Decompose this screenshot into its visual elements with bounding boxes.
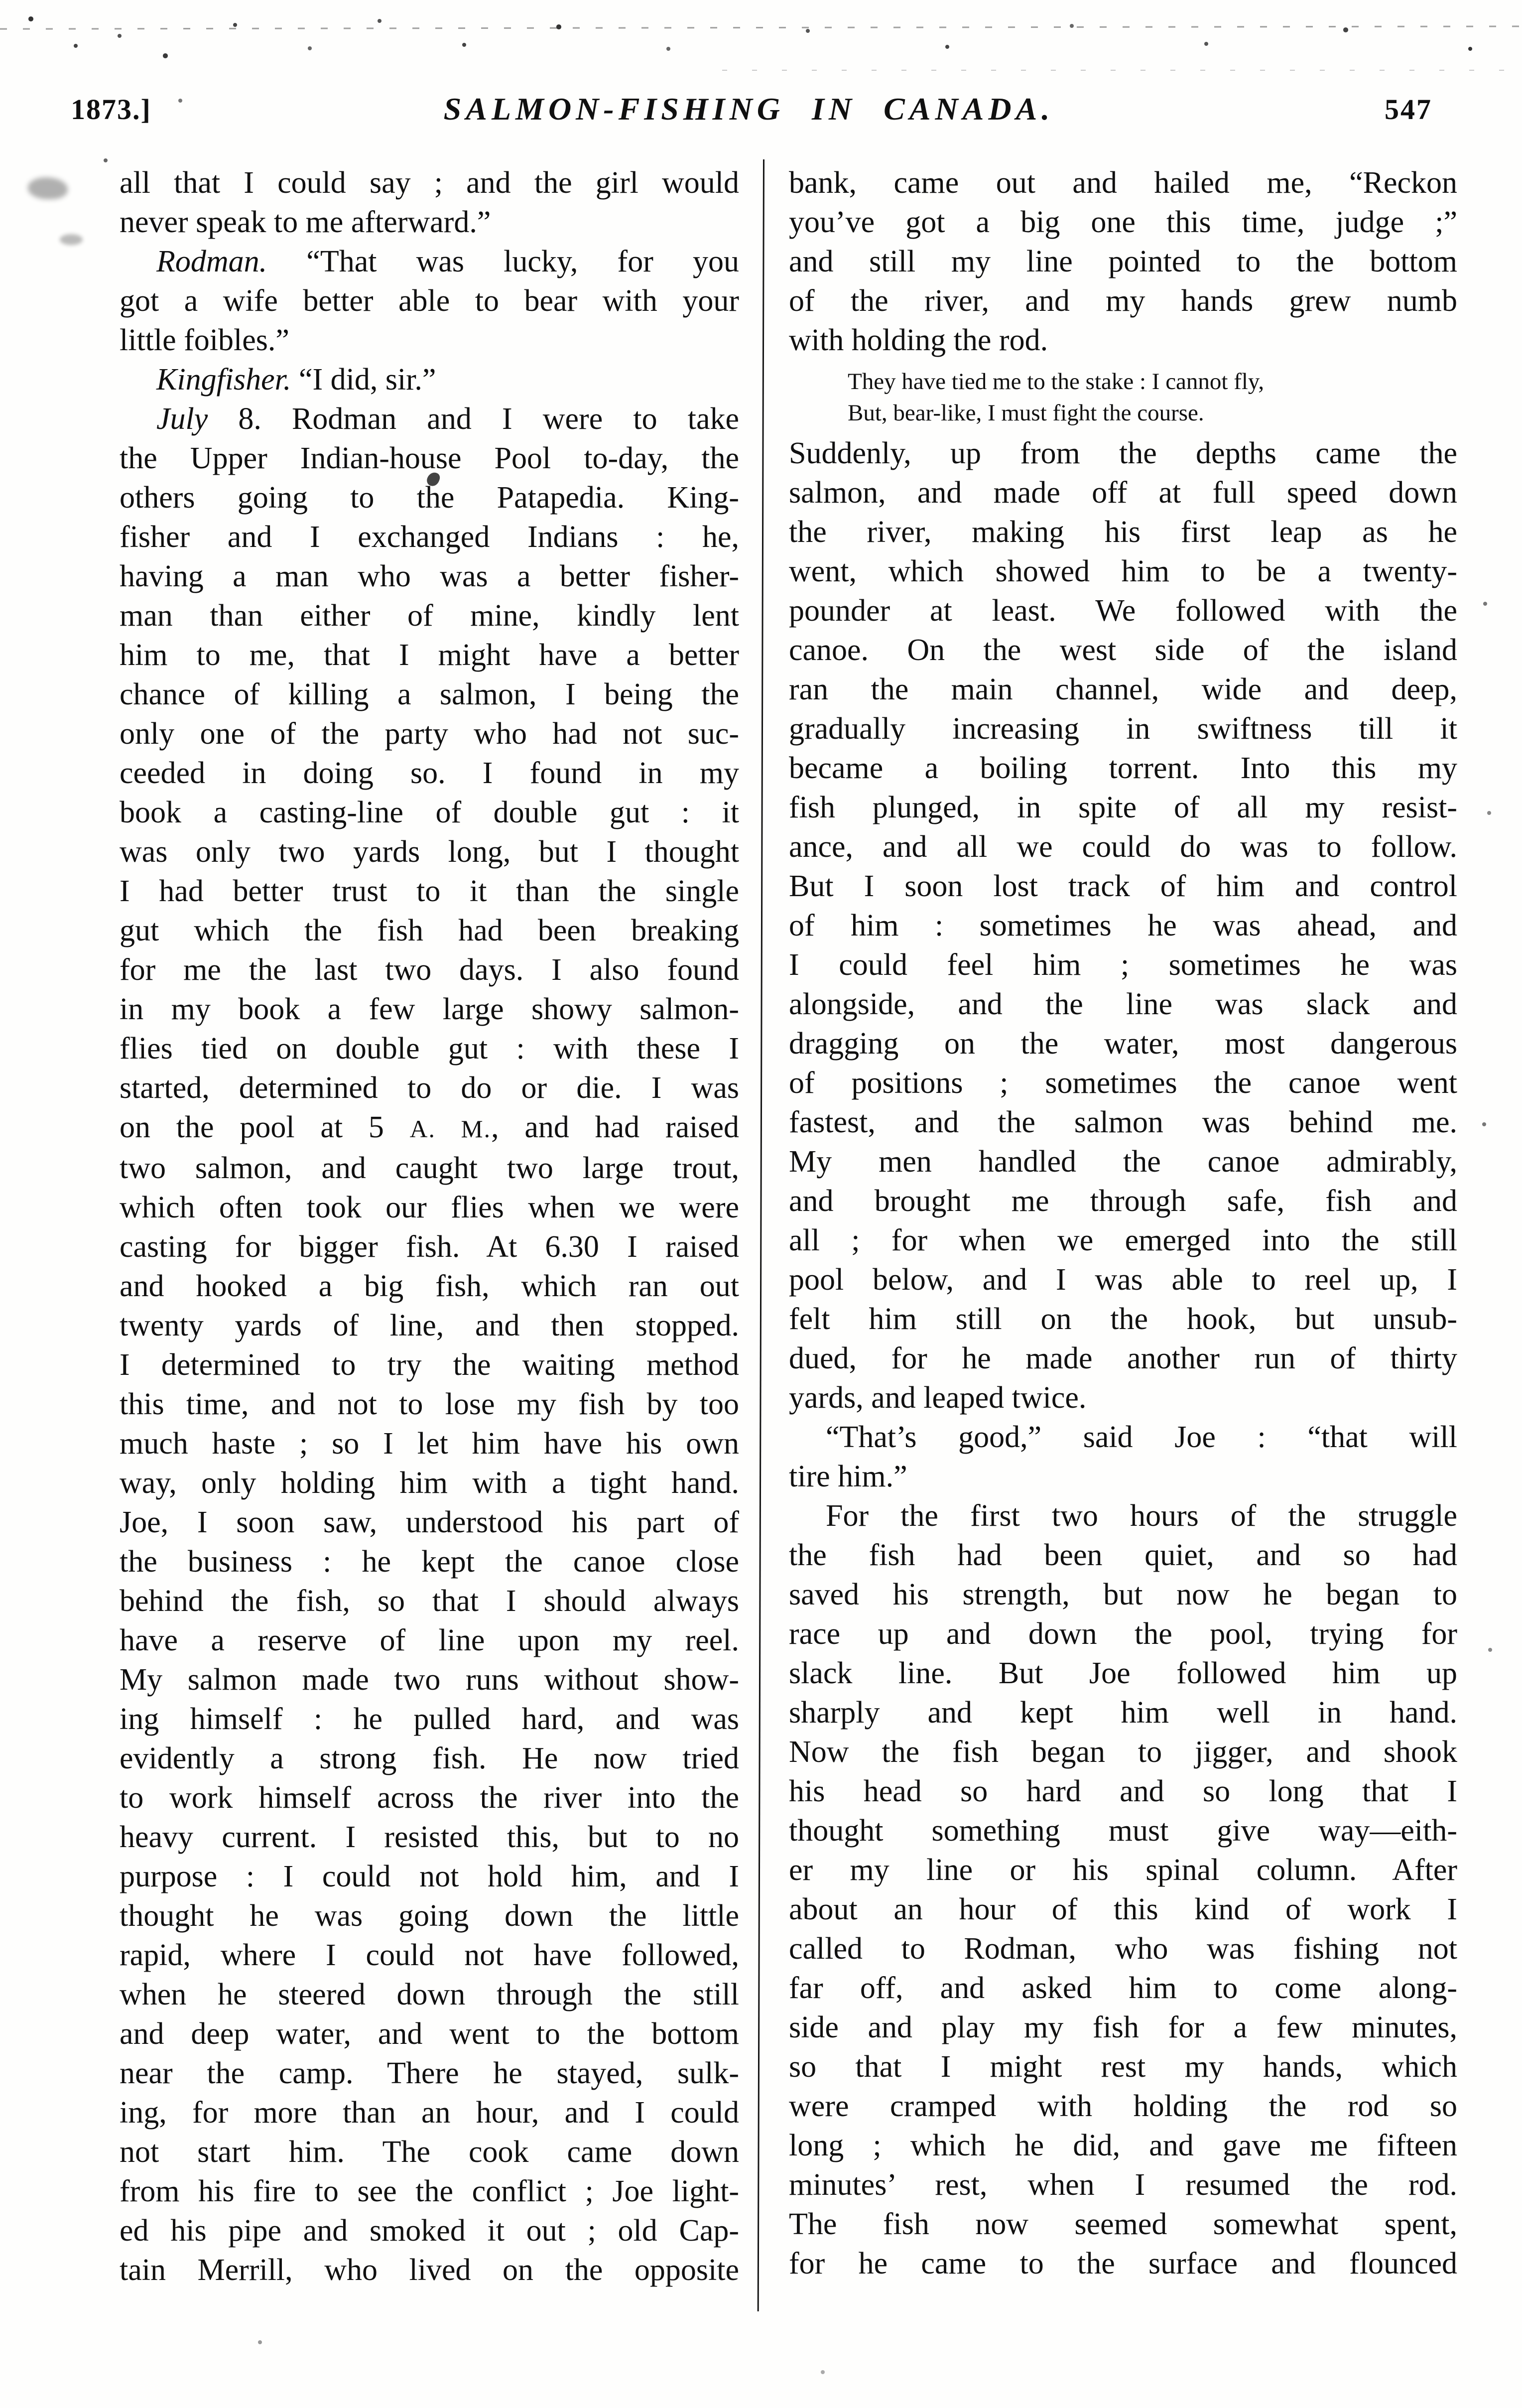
text-run: book a casting-line of double gut : it [120, 796, 739, 829]
scan-artifact-streak [0, 25, 1522, 29]
text-line [120, 281, 739, 321]
text-run: My salmon made two runs without show- [120, 1663, 739, 1697]
text-line [789, 242, 1457, 281]
text-run: were cramped with holding the rod so [789, 2089, 1457, 2123]
header-year: 1873.] [71, 93, 151, 126]
text-line [120, 636, 739, 675]
text-run: and hooked a big fish, which ran out [120, 1269, 739, 1303]
paragraph [120, 163, 739, 242]
text-run: only one of the party who had not suc- [120, 717, 739, 751]
paragraph [120, 242, 739, 360]
text-line [789, 906, 1457, 945]
text-run: the river, making his first leap as he [789, 515, 1457, 549]
text-run: sharply and kept him well in hand. [789, 1696, 1457, 1730]
text-line [789, 1064, 1457, 1103]
text-run: ran the main channel, wide and deep, [789, 672, 1457, 706]
text-line [120, 1267, 739, 1306]
text-run: the fish had been quiet, and so had [789, 1538, 1457, 1572]
text-line [120, 596, 739, 636]
text-run: slack line. But Joe followed him up [789, 1656, 1457, 1690]
text-run: long ; which he did, and gave me fifteen [789, 2129, 1457, 2162]
text-line [789, 2244, 1457, 2283]
text-run: , and had raised [491, 1110, 740, 1144]
text-line [789, 1457, 1457, 1496]
scan-artifact-streak [722, 70, 1522, 71]
text-line [789, 985, 1457, 1024]
text-line [120, 1029, 739, 1069]
text-line [789, 1890, 1457, 1929]
text-run: tire him.” [789, 1460, 907, 1493]
text-line [120, 203, 739, 242]
text-line [789, 1418, 1457, 1457]
text-run: was only two yards long, but I thought [120, 835, 739, 869]
text-run: race up and down the pool, trying for [789, 1617, 1457, 1651]
text-run: not start him. The cook came down [120, 2135, 739, 2169]
text-run: 8. Rodman and I were to take [208, 402, 739, 436]
text-run: My men handled the canoe admirably, [789, 1145, 1457, 1179]
text-line [789, 1811, 1457, 1851]
text-line [789, 631, 1457, 670]
text-line [789, 2205, 1457, 2244]
text-run: far off, and asked him to come along- [789, 1971, 1457, 2005]
text-run: called to Rodman, who was fishing not [789, 1932, 1457, 1966]
text-run: went, which showed him to be a twenty- [789, 554, 1457, 588]
text-line [789, 163, 1457, 203]
paragraph [789, 1496, 1457, 2283]
text-run: er my line or his spinal column. After [789, 1853, 1457, 1887]
header-title: SALMON-FISHING IN CANADA. [443, 91, 1054, 127]
text-line [120, 557, 739, 596]
text-line [120, 793, 739, 832]
text-line [120, 1188, 739, 1227]
text-line [789, 281, 1457, 321]
text-run: his head so hard and so long that I [789, 1774, 1457, 1808]
scan-artifact-blot [60, 234, 83, 245]
text-line [789, 1969, 1457, 2008]
text-line [789, 1733, 1457, 1772]
text-line [789, 1378, 1457, 1418]
text-line [120, 1345, 739, 1385]
paragraph [789, 1418, 1457, 1496]
text-run: A. M. [409, 1115, 492, 1143]
text-run: much haste ; so I let him have his own [120, 1427, 739, 1461]
text-run: you’ve got a big one this time, judge ;” [789, 205, 1457, 239]
text-line [789, 1142, 1457, 1182]
text-run: For the first two hours of the struggle [826, 1499, 1457, 1533]
text-line [789, 1772, 1457, 1811]
paragraph [789, 434, 1457, 1418]
text-run: never speak to me afterward.” [120, 205, 491, 239]
text-run: about an hour of this kind of work I [789, 1892, 1457, 1926]
text-run: Joe, I soon saw, understood his part of [120, 1505, 739, 1539]
text-line [120, 832, 739, 872]
text-run: of the river, and my hands grew numb [789, 284, 1457, 318]
text-run: all that I could say ; and the girl would [120, 166, 739, 200]
text-line [120, 1424, 739, 1464]
text-line [120, 2014, 739, 2054]
text-line [789, 591, 1457, 631]
text-line [789, 1496, 1457, 1536]
text-line [789, 1103, 1457, 1142]
text-run: way, only holding him with a tight hand. [120, 1466, 739, 1500]
text-line [848, 366, 1457, 398]
text-run: on the pool at 5 [120, 1110, 410, 1144]
text-line [789, 670, 1457, 709]
text-run: casting for bigger fish. At 6.30 I raised [120, 1230, 739, 1264]
text-run: from his fire to see the conflict ; Joe light- [120, 2174, 739, 2208]
text-line [120, 1936, 739, 1975]
right-column [789, 163, 1457, 2283]
text-line [789, 1693, 1457, 1733]
text-line [120, 400, 739, 439]
text-run: But I soon lost track of him and control [789, 869, 1457, 903]
text-run: him to me, that I might have a better [120, 638, 739, 672]
text-line [789, 749, 1457, 788]
text-line [789, 1851, 1457, 1890]
text-line [120, 1857, 739, 1896]
text-run: side and play my fish for a few minutes, [789, 2010, 1457, 2044]
text-line [789, 1300, 1457, 1339]
text-run: little foibles.” [120, 323, 289, 357]
text-run: Suddenly, up from the depths came the [789, 436, 1457, 470]
text-run: behind the fish, so that I should always [120, 1584, 739, 1618]
text-run: which often took our flies when we were [120, 1191, 739, 1224]
text-line [120, 872, 739, 911]
text-line [120, 439, 739, 478]
text-line [120, 1975, 739, 2014]
text-run: The fish now seemed somewhat spent, [789, 2207, 1457, 2241]
text-run: ing himself : he pulled hard, and was [120, 1702, 739, 1736]
text-run: gut which the fish had been breaking [120, 914, 739, 947]
paragraph [120, 360, 739, 400]
text-run: Now the fish began to jigger, and shook [789, 1735, 1457, 1769]
text-run: and still my line pointed to the bottom [789, 245, 1457, 278]
text-line [120, 2054, 739, 2093]
text-line [789, 2165, 1457, 2205]
text-run: “I did, sir.” [291, 363, 436, 397]
text-line [120, 1385, 739, 1424]
text-run: when he steered down through the still [120, 1978, 739, 2011]
text-run: of him : sometimes he was ahead, and [789, 909, 1457, 942]
text-line [120, 1660, 739, 1700]
column-divider [758, 159, 764, 2311]
text-line [789, 1575, 1457, 1614]
text-run: having a man who was a better fisher- [120, 559, 739, 593]
text-run: two salmon, and caught two large trout, [120, 1151, 739, 1185]
text-line [789, 2047, 1457, 2087]
text-run: They have tied me to the stake : I cannot fly, [848, 369, 1265, 395]
text-line [789, 788, 1457, 827]
text-line [789, 1654, 1457, 1693]
text-run: Rodman. [156, 245, 267, 278]
text-line [789, 945, 1457, 985]
text-run: minutes’ rest, when I resumed the rod. [789, 2168, 1457, 2202]
text-run: “That’s good,” said Joe : “that will [826, 1420, 1457, 1454]
text-line [789, 1536, 1457, 1575]
text-run: of positions ; sometimes the canoe went [789, 1066, 1457, 1100]
text-run: tain Merrill, who lived on the opposite [120, 2253, 739, 2287]
text-run: bank, came out and hailed me, “Reckon [789, 166, 1457, 200]
text-line [120, 1542, 739, 1582]
text-run: thought he was going down the little [120, 1899, 739, 1933]
scan-artifact-blot [28, 177, 68, 199]
text-run: became a boiling torrent. Into this my [789, 751, 1457, 785]
text-line [120, 950, 739, 990]
verse-quote [848, 366, 1457, 429]
text-run: have a reserve of line upon my reel. [120, 1623, 739, 1657]
text-line [120, 990, 739, 1029]
text-line [789, 473, 1457, 513]
text-line [789, 709, 1457, 749]
text-line [789, 1614, 1457, 1654]
text-line [120, 1818, 739, 1857]
text-line [120, 1108, 739, 1149]
text-run: got a wife better able to bear with your [120, 284, 739, 318]
text-run: the business : he kept the canoe close [120, 1545, 739, 1579]
text-line [789, 552, 1457, 591]
text-line [120, 2172, 739, 2211]
text-line [120, 1069, 739, 1108]
text-line [789, 2126, 1457, 2165]
text-run: near the camp. There he stayed, sulk- [120, 2056, 739, 2090]
text-run: dued, for he made another run of thirty [789, 1341, 1457, 1375]
text-line [789, 2008, 1457, 2047]
text-line [789, 321, 1457, 360]
text-line [120, 714, 739, 754]
text-line [120, 754, 739, 793]
text-line [120, 2093, 739, 2133]
text-line [120, 163, 739, 203]
text-line [789, 2087, 1457, 2126]
text-run: gradually increasing in swiftness till it [789, 712, 1457, 746]
text-line [120, 1149, 739, 1188]
text-line [789, 513, 1457, 552]
text-run: ed his pipe and smoked it out ; old Cap- [120, 2214, 739, 2248]
text-run: evidently a strong fish. He now tried [120, 1741, 739, 1775]
text-run: and deep water, and went to the bottom [120, 2017, 739, 2051]
text-line [120, 2133, 739, 2172]
text-run: yards, and leaped twice. [789, 1381, 1087, 1415]
text-line [120, 1503, 739, 1542]
text-run: others going to the Patapedia. King- [120, 481, 739, 515]
text-run: saved his strength, but now he began to [789, 1578, 1457, 1611]
text-line [120, 1582, 739, 1621]
text-line [120, 1896, 739, 1936]
text-line [120, 2251, 739, 2290]
text-line [120, 911, 739, 950]
text-line [120, 1700, 739, 1739]
text-run: for he came to the surface and flounced [789, 2247, 1457, 2280]
text-run: rapid, where I could not have followed, [120, 1938, 739, 1972]
text-line [848, 398, 1457, 429]
text-line [120, 1778, 739, 1818]
text-run: I could feel him ; sometimes he was [789, 948, 1457, 982]
text-run: this time, and not to lose my fish by too [120, 1387, 739, 1421]
text-run: salmon, and made off at full speed down [789, 476, 1457, 510]
text-run: fisher and I exchanged Indians : he, [120, 520, 739, 554]
text-run: canoe. On the west side of the island [789, 633, 1457, 667]
text-run: alongside, and the line was slack and [789, 987, 1457, 1021]
text-run: flies tied on double gut : with these I [120, 1032, 739, 1066]
text-run: for me the last two days. I also found [120, 953, 739, 987]
text-run: July [156, 402, 208, 436]
text-line [120, 478, 739, 518]
text-line [120, 242, 739, 281]
text-run: But, bear-like, I must fight the course. [848, 400, 1204, 426]
text-run: pounder at least. We followed with the [789, 594, 1457, 628]
text-run: the Upper Indian-house Pool to-day, the [120, 441, 739, 475]
text-line [789, 434, 1457, 473]
text-line [120, 1621, 739, 1660]
text-line [789, 827, 1457, 867]
text-line [789, 1929, 1457, 1969]
text-line [120, 1464, 739, 1503]
text-run: fastest, and the salmon was behind me. [789, 1105, 1457, 1139]
text-line [120, 360, 739, 400]
text-line [789, 1339, 1457, 1378]
text-run: so that I might rest my hands, which [789, 2050, 1457, 2084]
text-line [120, 321, 739, 360]
text-run: all ; for when we emerged into the still [789, 1223, 1457, 1257]
text-run: fish plunged, in spite of all my resist- [789, 791, 1457, 824]
text-line [789, 203, 1457, 242]
text-line [789, 1024, 1457, 1064]
text-run: twenty yards of line, and then stopped. [120, 1309, 739, 1342]
text-line [120, 1227, 739, 1267]
text-run: started, determined to do or die. I was [120, 1071, 739, 1105]
scan-artifact-specks [0, 0, 2, 2]
text-run: with holding the rod. [789, 323, 1048, 357]
text-line [120, 1739, 739, 1778]
paragraph [120, 400, 739, 2290]
text-run: ceeded in doing so. I found in my [120, 756, 739, 790]
text-line [789, 1221, 1457, 1260]
text-run: I had better trust to it than the single [120, 874, 739, 908]
text-run: pool below, and I was able to reel up, I [789, 1263, 1457, 1297]
text-line [120, 675, 739, 714]
text-line [120, 518, 739, 557]
text-run: ance, and all we could do was to follow. [789, 830, 1457, 864]
text-run: heavy current. I resisted this, but to no [120, 1820, 739, 1854]
text-run: dragging on the water, most dangerous [789, 1027, 1457, 1061]
text-run: man than either of mine, kindly lent [120, 599, 739, 633]
text-run: chance of killing a salmon, I being the [120, 677, 739, 711]
text-run: thought something must give way—eith- [789, 1814, 1457, 1848]
text-line [789, 1260, 1457, 1300]
text-run: Kingfisher. [156, 363, 291, 397]
left-column [120, 163, 739, 2290]
text-line [120, 1306, 739, 1345]
text-run: ing, for more than an hour, and I could [120, 2096, 739, 2130]
text-run: in my book a few large showy salmon- [120, 992, 739, 1026]
text-run: “That was lucky, for you [267, 245, 739, 278]
text-run: purpose : I could not hold him, and I [120, 1860, 739, 1893]
text-line [120, 2211, 739, 2251]
text-run: felt him still on the hook, but unsub- [789, 1302, 1457, 1336]
text-line [789, 867, 1457, 906]
text-run: to work himself across the river into the [120, 1781, 739, 1815]
paragraph [789, 163, 1457, 360]
header-page-number: 547 [1385, 93, 1432, 126]
text-run: I determined to try the waiting method [120, 1348, 739, 1382]
text-run: and brought me through safe, fish and [789, 1184, 1457, 1218]
text-line [789, 1182, 1457, 1221]
